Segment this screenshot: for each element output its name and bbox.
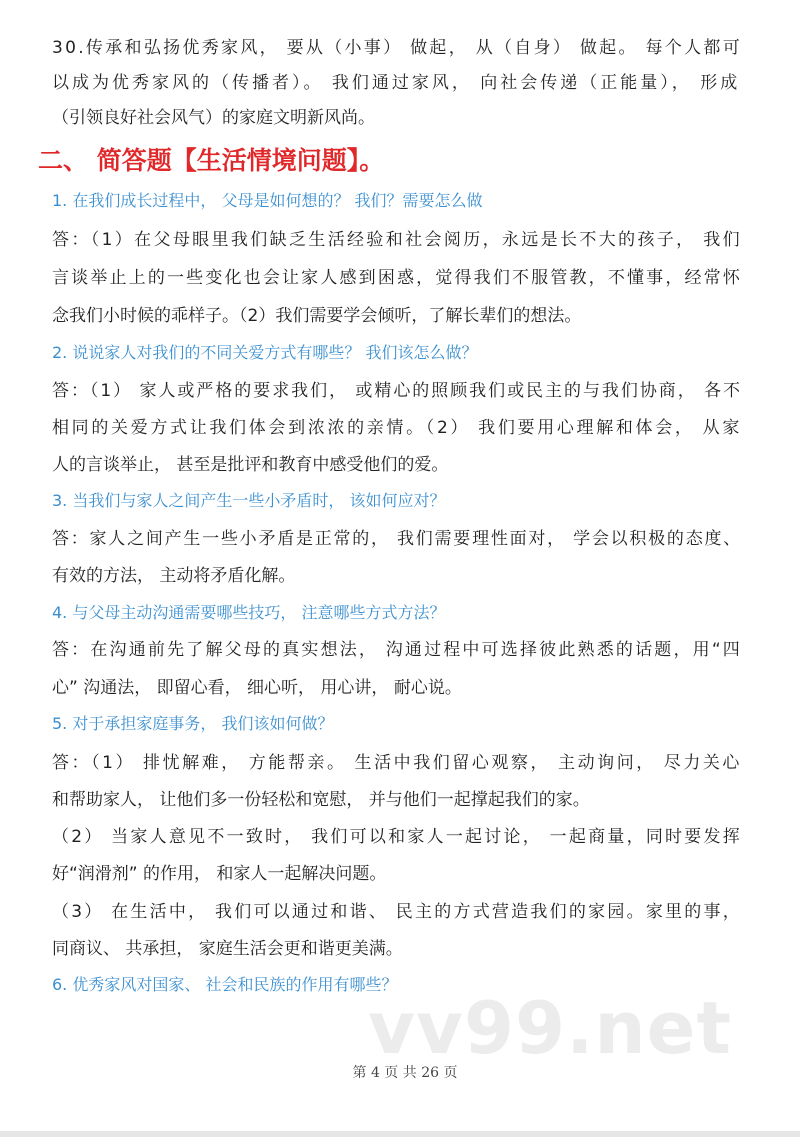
question-line: 2. 说说家人对我们的不同关爱方式有哪些？ 我们该怎么做？: [52, 343, 478, 362]
text-line: 答：在沟通前先了解父母的真实想法， 沟通过程中可选择彼此熟悉的话题，用“四: [52, 640, 742, 660]
text-line: 言谈举止上的一些变化也会让家人感到困惑，觉得我们不服管教，不懂事，经常怀: [52, 268, 742, 288]
text-line: （2） 当家人意见不一致时， 我们可以和家人一起讨论， 一起商量，同时要发挥: [52, 827, 742, 847]
question-line: 6. 优秀家风对国家、 社会和民族的作用有哪些？: [52, 975, 398, 994]
watermark: vv99.net: [368, 986, 732, 1070]
text-line: 念我们小时候的乖样子。（2）我们需要学会倾听，了解长辈们的想法。: [52, 306, 582, 326]
page-bottom-edge: [0, 1131, 800, 1137]
section-heading: 二、 简答题【生活情境问题】。: [38, 146, 385, 175]
question-line: 3. 当我们与家人之间产生一些小矛盾时， 该如何应对？: [52, 491, 446, 510]
text-line: 答：（1）在父母眼里我们缺乏生活经验和社会阅历，永远是长不大的孩子， 我们: [52, 230, 742, 250]
text-line: 和帮助家人， 让他们多一份轻松和宽慰， 并与他们一起撑起我们的家。: [52, 790, 590, 810]
text-line: 心” 沟通法， 即留心看， 细心听， 用心讲， 耐心说。: [52, 678, 462, 698]
text-line: 好“润滑剂” 的作用， 和家人一起解决问题。: [52, 864, 387, 884]
text-line: 有效的方法， 主动将矛盾化解。: [52, 566, 296, 586]
text-line: 相同的关爱方式让我们体会到浓浓的亲情。（2） 我们要用心理解和体会， 从家: [52, 418, 742, 438]
text-line: 答：（1） 排忧解难， 方能帮亲。 生活中我们留心观察， 主动询问， 尽力关心: [52, 753, 742, 773]
text-line: 答：家人之间产生一些小矛盾是正常的， 我们需要理性面对， 学会以积极的态度、: [52, 529, 742, 549]
text-line: 30.传承和弘扬优秀家风， 要从（小事） 做起， 从（自身） 做起。 每个人都可: [52, 38, 742, 58]
page-footer: 第 4 页 共 26 页: [352, 1065, 458, 1081]
text-line: 人的言谈举止， 甚至是批评和教育中感受他们的爱。: [52, 455, 449, 475]
text-line: 同商议、 共承担， 家庭生活会更和谐更美满。: [52, 939, 403, 959]
question-line: 1. 在我们成长过程中， 父母是如何想的？ 我们？需要怎么做: [52, 191, 483, 210]
text-line: 答：（1） 家人或严格的要求我们， 或精心的照顾我们或民主的与我们协商， 各不: [52, 381, 742, 401]
text-line: （引领良好社会风气）的家庭文明新风尚。: [52, 108, 375, 128]
text-line: （3） 在生活中， 我们可以通过和谐、 民主的方式营造我们的家园。家里的事，: [52, 902, 742, 922]
question-line: 5. 对于承担家庭事务， 我们该如何做？: [52, 714, 334, 733]
text-line: 以成为优秀家风的（传播者）。 我们通过家风， 向社会传递（正能量）， 形成: [52, 73, 741, 93]
question-line: 4. 与父母主动沟通需要哪些技巧， 注意哪些方式方法？: [52, 603, 446, 622]
